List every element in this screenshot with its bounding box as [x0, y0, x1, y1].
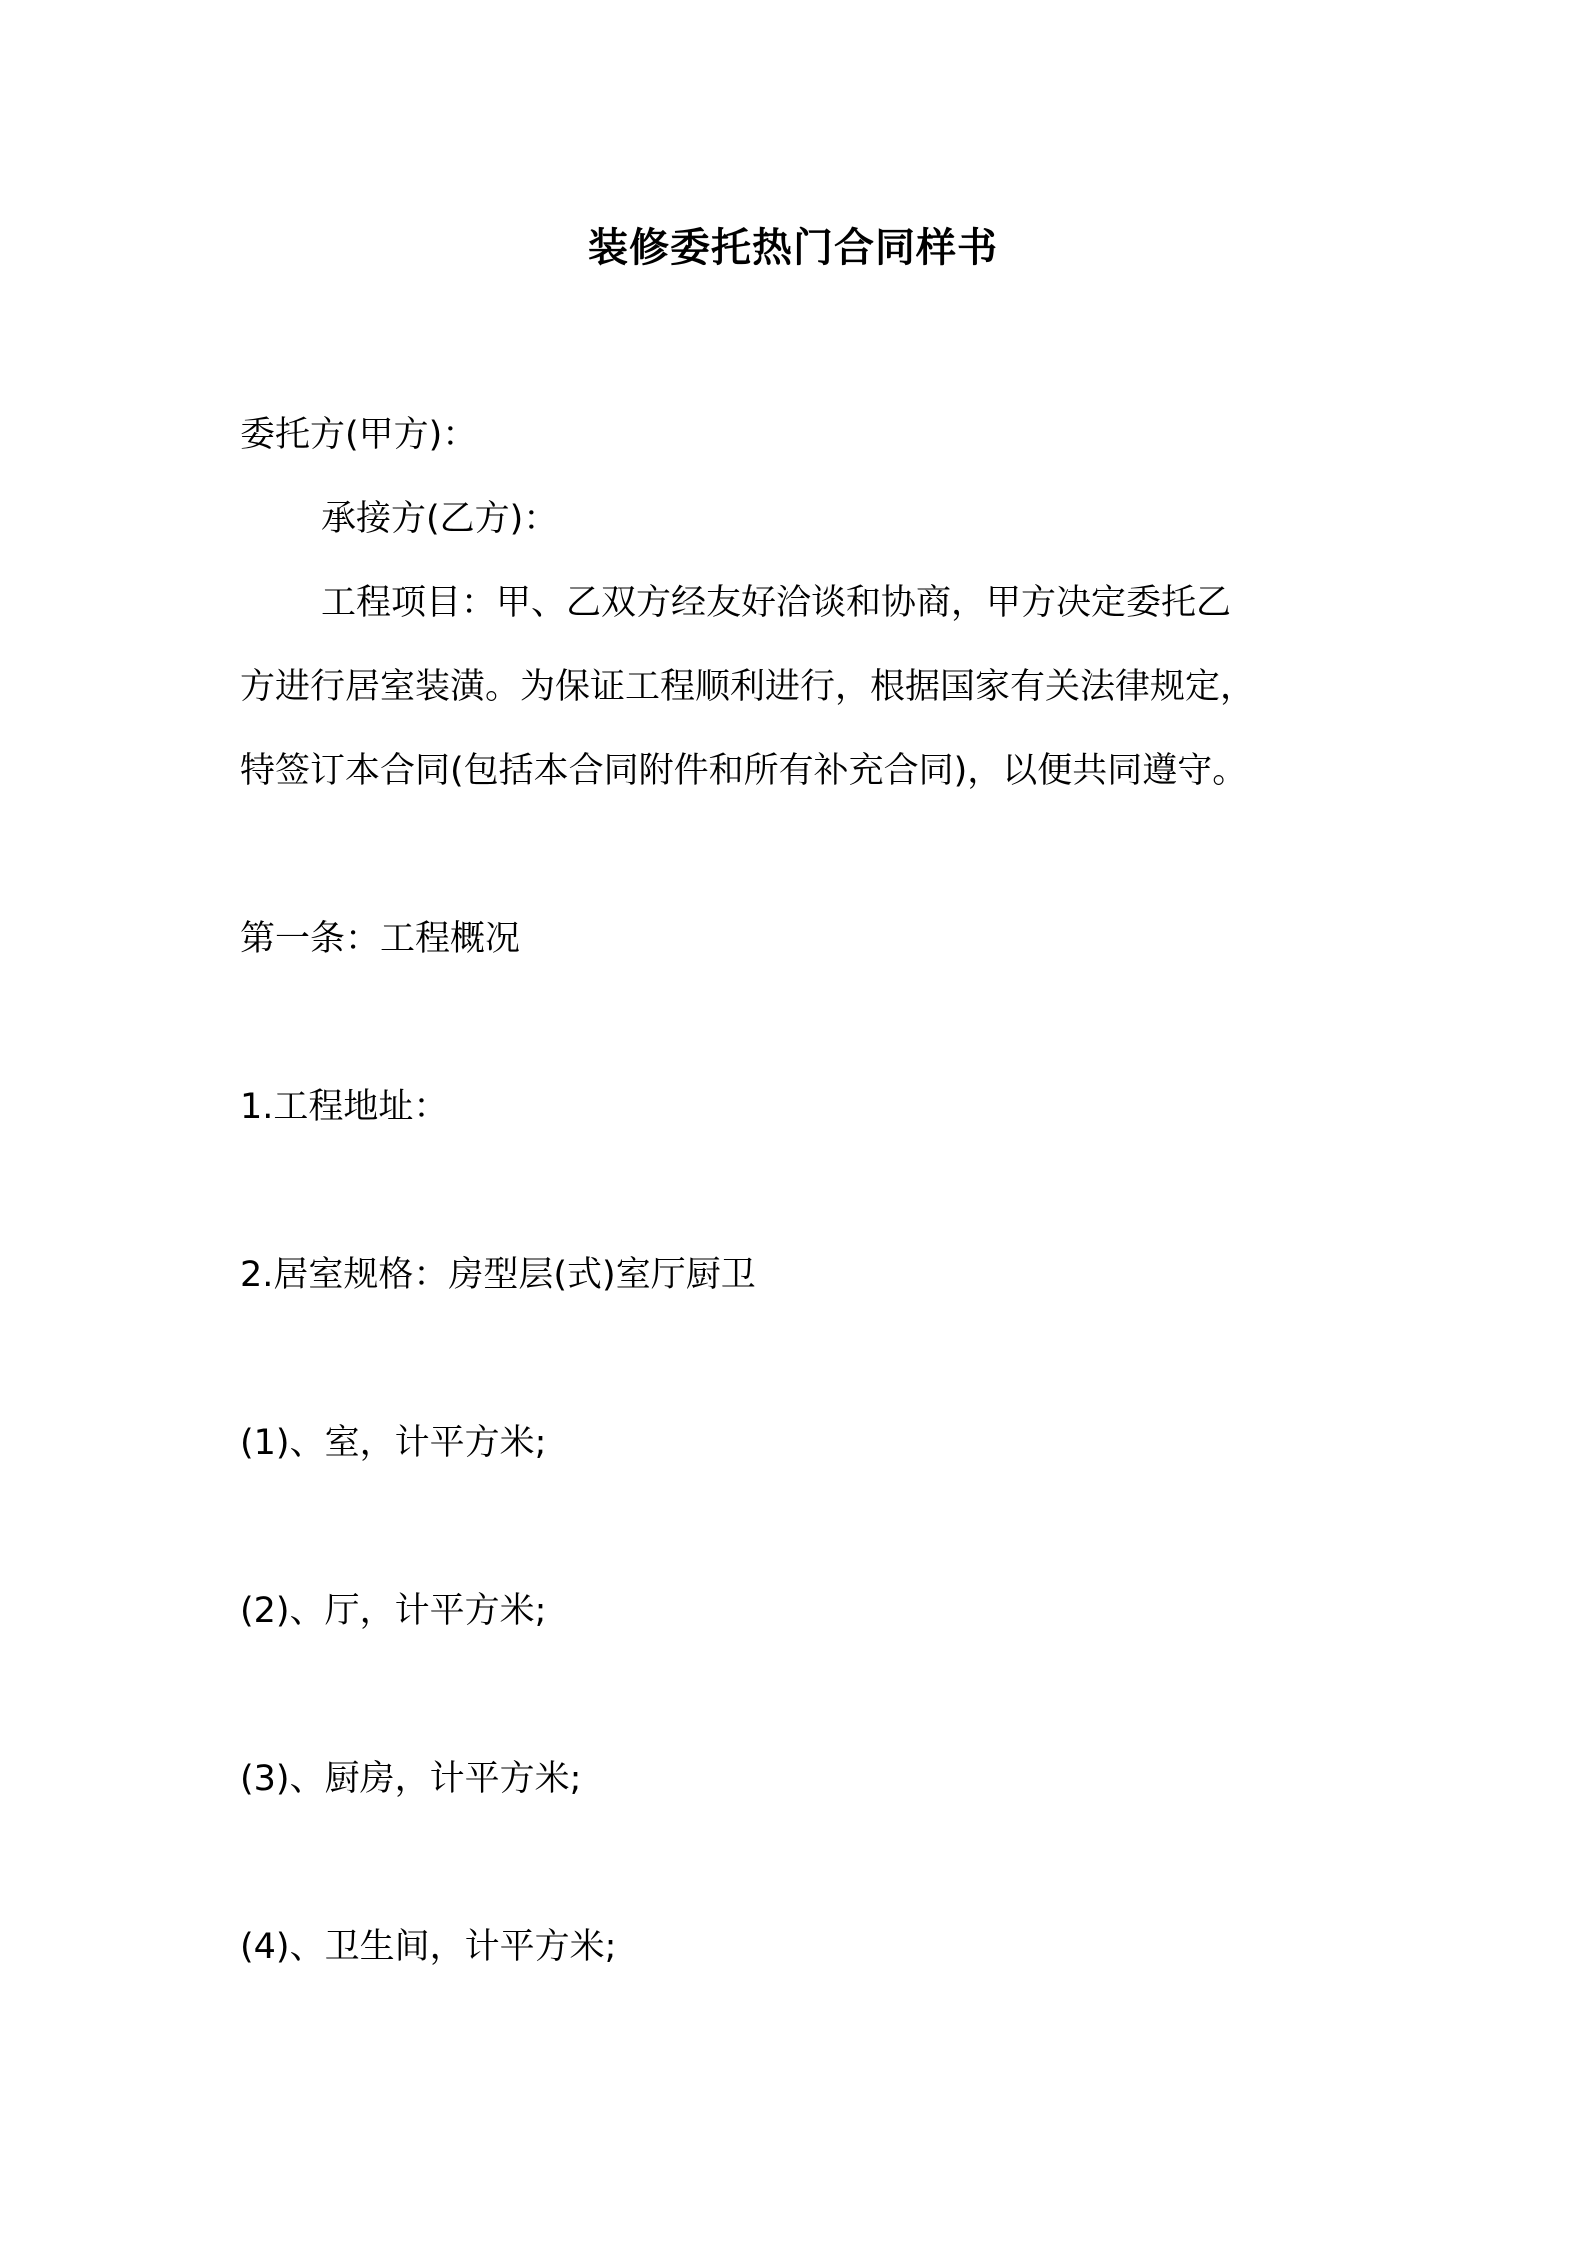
sub-item-kitchen: (3)、厨房，计平方米;: [240, 1759, 582, 1799]
sub-item-room: (1)、室，计平方米;: [240, 1423, 547, 1463]
party-b-label: 承接方(乙方)：: [321, 499, 559, 539]
article-1-heading: 第一条：工程概况: [240, 919, 521, 959]
page-title: 装修委托热门合同样书: [588, 225, 998, 271]
project-intro-line-2: 方进行居室装潢。为保证工程顺利进行，根据国家有关法律规定，: [240, 667, 1256, 707]
item-room-spec: 2.居室规格：房型层(式)室厅厨卫: [240, 1255, 756, 1295]
project-intro-line-1: 工程项目：甲、乙双方经友好洽谈和协商，甲方决定委托乙: [321, 583, 1232, 623]
item-project-address: 1.工程地址：: [240, 1087, 449, 1127]
sub-item-hall: (2)、厅，计平方米;: [240, 1591, 547, 1631]
party-a-label: 委托方(甲方)：: [240, 415, 478, 455]
sub-item-bathroom: (4)、卫生间，计平方米;: [240, 1927, 617, 1967]
project-intro-line-3: 特签订本合同(包括本合同附件和所有补充合同)，以便共同遵守。: [240, 751, 1248, 791]
